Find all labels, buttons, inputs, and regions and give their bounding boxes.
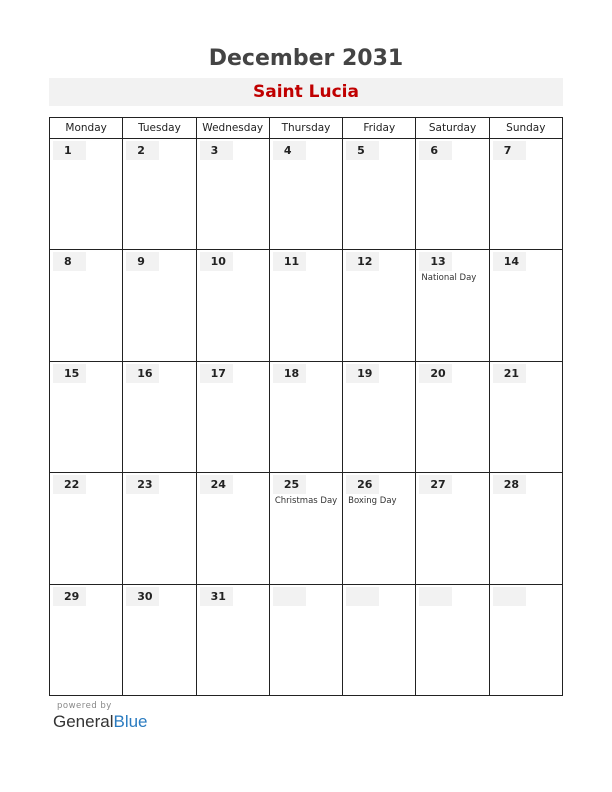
weekday-header-row (50, 118, 562, 139)
day-number: 24 (200, 475, 233, 494)
day-number: 12 (346, 252, 379, 271)
week-row (50, 362, 562, 473)
day-number (346, 587, 379, 606)
holiday-label: Boxing Day (348, 496, 397, 507)
week-row (50, 250, 562, 361)
week-row (50, 139, 562, 250)
day-cell (343, 362, 416, 472)
day-number: 28 (493, 475, 526, 494)
day-number: 8 (53, 252, 86, 271)
weekday-header: Saturday (416, 118, 489, 138)
week-row (50, 585, 562, 695)
brand-logo[interactable] (53, 712, 148, 732)
day-cell (270, 473, 343, 583)
day-cell (343, 139, 416, 249)
weekday-header: Tuesday (123, 118, 196, 138)
day-cell (50, 585, 123, 695)
day-cell (343, 585, 416, 695)
day-number: 31 (200, 587, 233, 606)
weekday-header: Sunday (506, 122, 546, 134)
page-title: December 2031 (208, 46, 404, 71)
day-number: 9 (126, 252, 159, 271)
day-cell (50, 139, 123, 249)
day-cell (123, 362, 196, 472)
week-row (50, 473, 562, 584)
day-number: 3 (200, 141, 233, 160)
day-cell (416, 585, 489, 695)
day-cell (416, 250, 489, 360)
day-number: 5 (346, 141, 379, 160)
day-number: 13 (419, 252, 452, 271)
day-number: 7 (493, 141, 526, 160)
day-cell (270, 139, 343, 249)
day-number: 15 (53, 364, 86, 383)
weekday-header: Wednesday (197, 118, 270, 138)
weekday-header: Friday (343, 118, 416, 138)
brand-blue: Blue (113, 712, 148, 731)
day-cell (490, 139, 562, 249)
day-number: 21 (493, 364, 526, 383)
day-cell (197, 585, 270, 695)
day-cell (270, 362, 343, 472)
day-cell (50, 362, 123, 472)
day-cell (490, 473, 562, 583)
day-number (273, 587, 306, 606)
day-number: 10 (200, 252, 233, 271)
day-cell (416, 362, 489, 472)
day-number: 29 (53, 587, 86, 606)
day-cell (490, 362, 562, 472)
day-number: 11 (273, 252, 306, 271)
calendar-weeks (50, 139, 562, 695)
day-cell (270, 585, 343, 695)
day-cell (197, 139, 270, 249)
brand-general: General (53, 712, 114, 731)
day-number: 1 (53, 141, 86, 160)
day-cell (123, 250, 196, 360)
day-number: 20 (419, 364, 452, 383)
day-number: 18 (273, 364, 306, 383)
day-number: 27 (419, 475, 452, 494)
day-number: 19 (346, 364, 379, 383)
day-number: 14 (493, 252, 526, 271)
day-cell (50, 250, 123, 360)
day-number: 16 (126, 364, 159, 383)
day-cell (416, 139, 489, 249)
day-number (419, 587, 452, 606)
day-number: 30 (126, 587, 159, 606)
day-number: 17 (200, 364, 233, 383)
day-cell (197, 250, 270, 360)
holiday-label: National Day (421, 273, 477, 284)
day-cell (343, 250, 416, 360)
country-name: Saint Lucia (49, 78, 563, 106)
day-cell (50, 473, 123, 583)
day-cell (270, 250, 343, 360)
day-number: 26 (346, 475, 379, 494)
day-cell (123, 585, 196, 695)
day-cell (197, 362, 270, 472)
calendar-grid (49, 117, 563, 696)
day-cell (490, 585, 562, 695)
day-number: 22 (53, 475, 86, 494)
day-number: 23 (126, 475, 159, 494)
day-cell (490, 250, 562, 360)
holiday-label: Christmas Day (274, 496, 338, 507)
day-cell (343, 473, 416, 583)
weekday-header: Monday (50, 118, 123, 138)
day-cell (123, 473, 196, 583)
day-number: 6 (419, 141, 452, 160)
day-number: 25 (273, 475, 306, 494)
day-number: 4 (273, 141, 306, 160)
weekday-header: Thursday (270, 118, 343, 138)
day-cell (197, 473, 270, 583)
day-cell (416, 473, 489, 583)
powered-by-text: powered by (57, 701, 112, 711)
day-number (493, 587, 526, 606)
day-cell (123, 139, 196, 249)
day-number: 2 (126, 141, 159, 160)
